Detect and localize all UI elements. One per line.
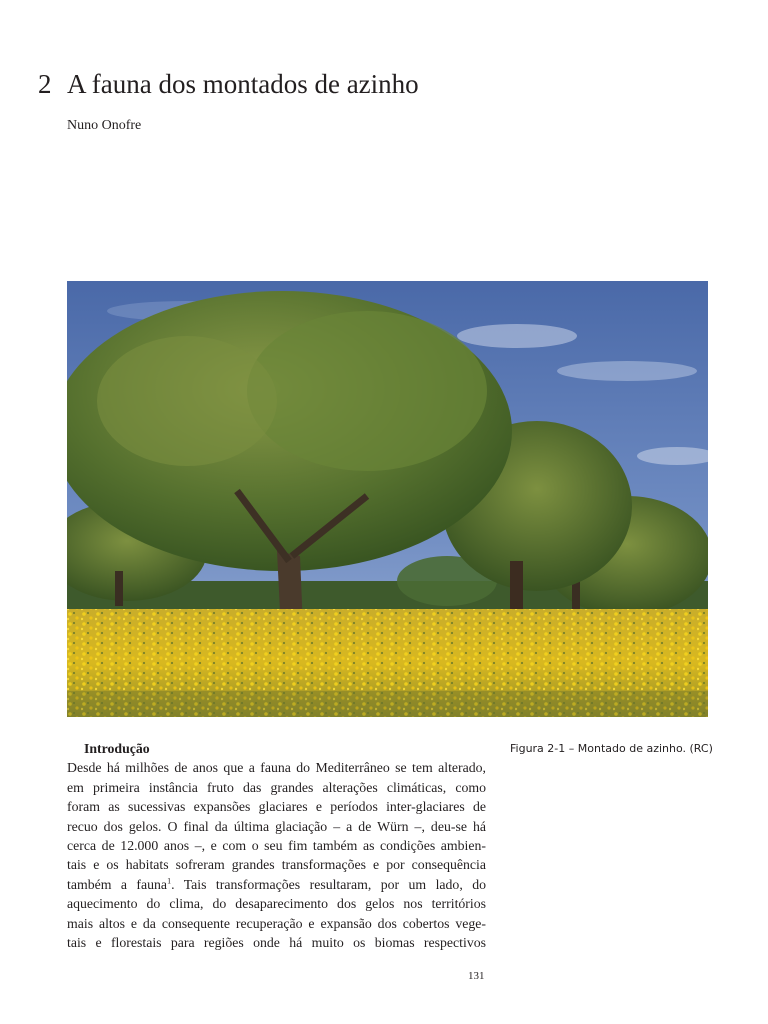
- body-line: mais altos e da consequente recuperação e expansão dos cobertos vege-: [67, 915, 486, 931]
- body-line: aquecimento do clima, do desaparecimento dos gelos nos territórios: [67, 896, 486, 912]
- author-name: Nuno Onofre: [67, 118, 142, 133]
- chapter-heading: [38, 66, 419, 102]
- figure-caption: Figura 2-1 – Montado de azinho. (RC): [510, 742, 713, 755]
- introduction-section: [67, 739, 486, 952]
- body-line: cerca de 12.000 anos –, e com o seu fim também as condições ambien-: [67, 838, 486, 854]
- body-line: Desde há milhões de anos que a fauna do Mediterrâneo se tem alterado,: [67, 760, 486, 776]
- body-line: também a fauna$^1$. Tais transformações resultaram, por um lado, do: [67, 876, 486, 892]
- body-line: tais e florestais para regiões onde há muito os biomas respectivos: [67, 935, 486, 951]
- chapter-number: 2: [38, 69, 52, 99]
- body-line: recuo dos gelos. O final da última glaciação – a de Würn –, deu-se há: [67, 818, 486, 834]
- figure-photo: [67, 281, 708, 717]
- body-line: em primeira instância fruto das grandes alterações climáticas, como: [67, 779, 486, 795]
- section-heading: Introdução: [84, 741, 150, 756]
- page-number: 131: [468, 970, 485, 982]
- chapter-title: A fauna dos montados de azinho: [67, 69, 419, 99]
- body-line-segment: tais e os habitats sofreram grandes transformações e por consequência: [67, 857, 486, 873]
- body-line-with-footnote: [67, 855, 486, 874]
- body-line-segment: Tais transformações resultaram, por um lado, do: [183, 876, 486, 892]
- body-line-segment: também a fauna: [67, 876, 168, 892]
- footnote-reference[interactable]: 1: [167, 876, 172, 886]
- body-line: foram as sucessivas expansões glaciares e períodos inter-glaciares de: [67, 799, 486, 815]
- holm-oak-landscape-photo: [67, 281, 708, 717]
